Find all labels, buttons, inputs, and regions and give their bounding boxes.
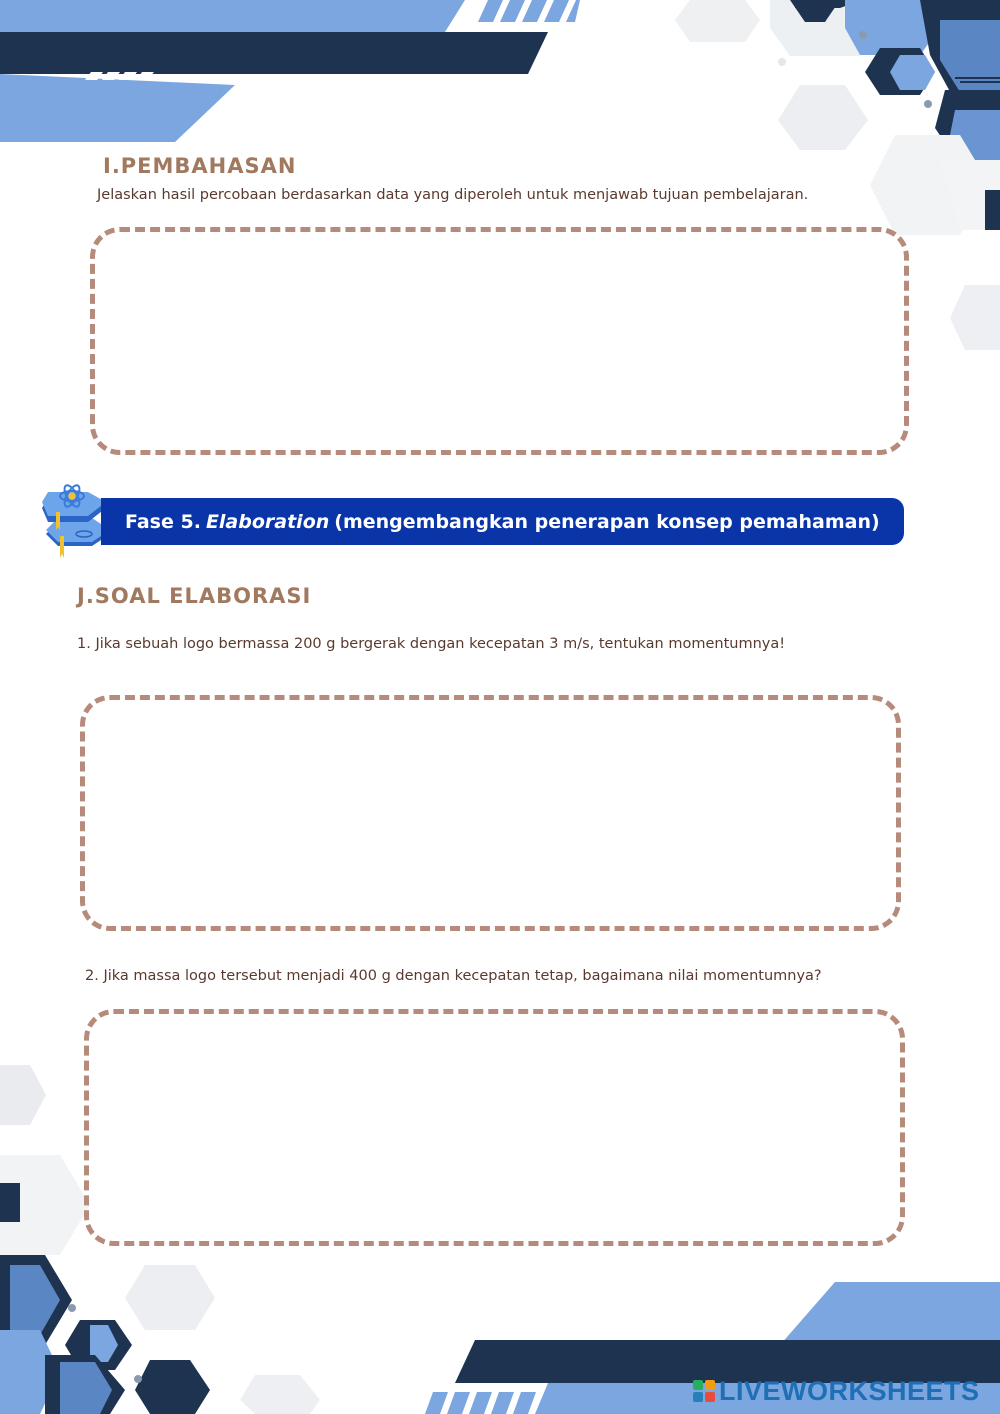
answer-box-pembahasan[interactable]	[90, 227, 909, 455]
question-1: 1. Jika sebuah logo bermassa 200 g bergerak dengan kecepatan 3 m/s, tentukan momentumnya!	[77, 636, 786, 652]
section-title-pembahasan: I.PEMBAHASAN	[103, 154, 297, 178]
phase-banner	[101, 498, 904, 545]
answer-box-question-1[interactable]	[80, 695, 901, 931]
liveworksheets-logo-icon	[693, 1380, 715, 1402]
phase-italic: Elaboration	[205, 510, 330, 533]
brand-name: LIVEWORKSHEETS	[719, 1375, 980, 1406]
answer-box-question-2[interactable]	[84, 1009, 905, 1246]
question-2: 2. Jika massa logo tersebut menjadi 400 g dengan kecepatan tetap, bagaimana nilai momentumnya?	[85, 968, 822, 984]
phase-prefix: Fase 5.	[125, 510, 201, 533]
liveworksheets-brand	[693, 1376, 980, 1406]
phase-suffix: (mengembangkan penerapan konsep pemahaman)	[334, 510, 880, 533]
section-instruction: Jelaskan hasil percobaan berdasarkan data yang diperoleh untuk menjawab tujuan pembelajaran.	[97, 187, 809, 203]
section-title-soal-elaborasi: J.SOAL ELABORASI	[77, 584, 312, 608]
